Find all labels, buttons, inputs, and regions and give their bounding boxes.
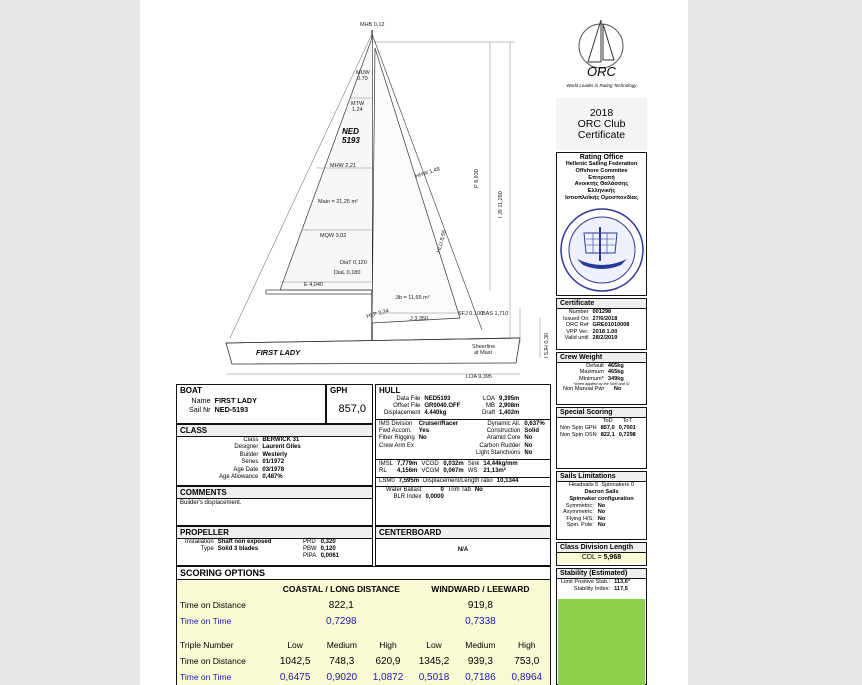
tot-row [179,613,550,629]
hlp-label: HLP 3,34 [365,308,390,320]
mhb-label: MHB 0,12 [360,22,385,28]
muw-value: 0.70 [357,76,368,82]
non-manual-value: No [613,386,622,393]
class-box [176,424,373,486]
crew-weight-table [577,363,626,382]
triple-tot-value: 0,5018 [418,671,450,683]
class-division-header: Class Division Length [557,543,646,553]
non-manual-power [557,386,646,392]
spinnaker-config-row: Spin. Pole: No [566,522,606,529]
triple-tod-label: Time on Distance [180,656,246,666]
rating-office-line: Ιστιοπλοϊκής Ομοσπονδίας [565,194,638,201]
hull-row: MB 2,908m [486,403,520,410]
stability-green-indicator [558,599,645,685]
hull-div-row: Dynamic All. 0,637% [487,421,545,427]
tot-windward: 0,7338 [465,615,496,627]
class-row: Age Date 03/1978 [233,466,285,473]
hull-div-row: Light Stanchions No [476,449,533,456]
non-manual-label: Non Manual Pwr [563,386,605,393]
crew-weight-note: *when applied by the NoR and SI [573,382,630,387]
gph-value: 857,0 [338,403,366,415]
boat-sail-row: Sail Nr NED-5193 [189,405,249,414]
sheerline-label: Sheerline [472,344,496,350]
hull-lsm-table [377,478,520,485]
centerboard-value: N/A [457,547,469,553]
certificate-row: Number 001298 [568,309,612,315]
certificate-word: Certificate [577,129,626,141]
special-scoring-row: Non Spin GPH 857,0 0,7001 [560,425,636,431]
boat-name-row: Name FIRST LADY [191,396,257,405]
certificate-row: Valid until 28/2/2019 [564,335,618,342]
triple-tot-value: 1,0872 [372,671,404,683]
class-row: Builder Westerly [239,451,288,458]
rating-office-line: Ελληνικής [587,188,616,195]
certificate-year: 2018 [589,107,614,119]
sails-limitations-box [556,471,647,540]
triple-tot-value: 0,9020 [326,671,358,683]
level-low: Low [287,640,303,650]
hull-row: Offset File GR0040.OFF [393,403,461,410]
hull-imsl-table [377,461,520,475]
loa-label: LOA 9,395 [466,374,492,380]
sfj-label: SFJ 0,100 [458,311,484,317]
comments-text: Builder's displacement. [180,500,242,506]
hull-row: Data File NED5193 [396,396,451,402]
main-area-label: Main = 21,25 m² [318,199,358,205]
side-dim-label: I 5JH 0,30 [544,332,550,358]
spinnaker-config-row: Symmetric: No [565,503,606,509]
special-scoring-box [556,407,647,469]
certificate-row: VPP Ver. 2018 1.00 [566,328,618,335]
stability-row: Stability Index: 117,5 [573,585,628,592]
propeller-type-row: Type Solid 3 blades [200,546,259,553]
spinnaker-config-row: Flying H/S: No [566,515,606,522]
hull-divider [376,419,550,420]
special-scoring-row: Non Spin OSN 822,1 0,7298 [560,432,636,438]
sails-limitations-header: Sails Limitations [557,472,646,482]
hlu-label: HLU 8,55 [436,229,448,254]
level-medium: Medium [326,640,357,650]
class-row: Series 01/1972 [241,459,285,466]
triple-tot-row [179,669,550,685]
boat-table [187,396,259,414]
triple-tod-value: 1345,2 [418,655,450,667]
class-division-box [556,542,647,566]
propeller-dim-row: PRD 0,320 [303,539,336,545]
rating-office-box [556,152,647,296]
tod-label: Time on Distance [180,600,246,610]
class-table [217,437,303,481]
dacron-sails: Dacron Sails [584,489,619,495]
hull-row: Displacement 4.440kg [384,410,447,417]
certificate-title [556,98,647,150]
hull-row: LOA 9,395m [483,396,520,402]
certificate-row: ORC Ref GRE01010008 [565,322,630,329]
triple-tod-value: 939,3 [467,655,493,667]
hull-box [375,384,551,526]
rating-office-line: Offshore Commitee [575,167,628,174]
hull-lsm-row: LSM0 7,595m Displacement/Length ratio 10,1344 [379,478,519,484]
j-label: J 3,350 [410,316,429,322]
headsails-count: Headsails 5 [569,482,599,488]
scoring-heading-row [179,581,550,597]
stability-box [556,568,647,685]
certificate-table [561,309,632,342]
rating-office-title: Rating Office [579,154,624,161]
hull-imsl-row: IMSL 7,779m VCGD 0,032m Sink 14,44kg/mm [379,461,518,467]
crew-weight-header: Crew Weight [557,353,646,363]
diat-label: DiaT 0,120 [340,260,367,266]
scoring-spacer [179,629,550,637]
triple-heading-row [179,637,550,653]
water-ballast-row: Water Ballast 0 Trim Tab No [386,487,483,493]
crew-weight-row: Maximum 465kg [579,369,624,376]
hull-division-table [377,421,460,450]
scoring-table [179,581,550,685]
level-medium: Medium [465,640,496,650]
triple-tod-value: 1042,5 [279,655,311,667]
scoring-options-box [176,566,551,685]
propeller-install-row: Installation Shaft non exposed [185,539,272,545]
muw-label: MUW [356,70,370,76]
mtw-value: 1.24 [352,107,363,113]
sail-plan-drawing [220,18,560,383]
class-row: Age Allowance 0,487% [219,474,283,481]
federation-seal-icon [559,207,645,293]
scoring-options-header: SCORING OPTIONS [177,567,550,580]
hull-ballast-table [384,487,485,501]
centerboard-box [375,526,551,566]
rating-office-line: Ανοικτής Θαλάσσης [574,181,629,188]
tot-coastal: 0,7298 [326,615,357,627]
propeller-dims-table [301,539,341,561]
level-high: High [518,640,536,650]
triple-tot-value: 0,7186 [465,671,496,683]
sail-counts [557,482,646,489]
certificate-row: Issued On 27/6/2018 [563,315,618,322]
jib-area-label: Jib = 11,65 m² [395,295,430,301]
propeller-dim-row: PBW 0,120 [303,546,336,553]
hull-div-row: Construction Solid [486,428,540,435]
hhw-label: HHW 1,48 [414,166,441,180]
level-high: High [379,640,397,650]
cdl-value: 5,968 [603,554,622,561]
crew-weight-row: Default 465kg [586,363,624,369]
triple-tot-value: 0,6475 [279,671,311,683]
spinnakers-count: Spinnakers 0 [601,482,634,488]
triple-tod-value: 753,0 [514,655,540,667]
tod-windward: 919,8 [467,599,493,611]
hull-boat-name: FIRST LADY [256,348,301,357]
triple-tod-value: 748,3 [329,655,355,667]
hull-div-row: Aramid Core No [486,435,533,442]
class-header: CLASS [177,425,372,437]
certificate-type: ORC Club [577,118,626,130]
hull-divider [376,459,550,460]
spinnaker-config-row: Asymmetric: No [563,509,606,516]
hull-div-row: IMS Division Cruiser/Racer [379,421,459,427]
cdl-label: CDL = [581,554,602,561]
gph-box [326,384,373,424]
triple-tod-row [179,653,550,669]
p-label: P 8,930 [474,169,480,188]
triple-tot-label: Time on Time [180,672,232,682]
centerboard-header: CENTERBOARD [376,527,550,539]
hull-div-row: Fiber Rigging No [379,435,427,442]
sail-id-top: NED [342,127,359,136]
tot-label: Time on Time [180,616,232,626]
special-scoring-table [558,418,638,439]
tod-coastal: 822,1 [328,599,354,611]
certificate-box [556,298,647,350]
hull-division-right-table [474,421,547,457]
triple-tod-value: 620,9 [375,655,401,667]
special-scoring-header: Special Scoring [557,408,646,418]
hull-right-table [480,396,521,418]
boat-header: BOAT [177,385,325,396]
sail-id-bottom: 5193 [342,136,360,145]
special-scoring-cols: ToD ToT [602,418,632,424]
gph-header: GPH [327,385,372,396]
spinnaker-config-title: Spinnaker configuration [569,496,634,502]
boat-box [176,384,326,424]
hull-div-row: Crew Arm Ex [379,442,415,449]
class-row: Class BERWICK 31 [243,437,300,443]
class-row: Designer Laurent Giles [234,444,301,451]
comments-box [176,486,373,526]
coastal-heading: COASTAL / LONG DISTANCE [282,584,400,594]
stability-header: Stability (Estimated) [557,569,646,579]
rating-office-lines [557,161,646,202]
mqw-label: MQW 3,02 [320,233,347,239]
orc-logo-text: ORC [587,64,616,79]
ij-label: I J9 11,280 [498,191,504,218]
windward-heading: WINDWARD / LEEWARD [431,584,530,594]
cdl-row [557,553,646,563]
comments-header: COMMENTS [177,487,372,499]
level-low: Low [426,640,442,650]
crew-weight-row: Minimum* 349kg [579,375,624,382]
propeller-table [183,539,273,553]
certificate-page [140,0,688,685]
tod-row [179,597,550,613]
mtw-label: MTW [351,101,365,107]
triple-label: Triple Number [180,640,234,650]
hull-header: HULL [376,385,550,396]
spinnaker-config-table [561,503,607,529]
hull-div-row: Carbon Rudder No [479,442,533,449]
sheerline-sub: at Mast [474,350,493,356]
dial-label: DiaL 0,180 [334,270,361,276]
hull-left-table [382,396,462,418]
rating-office-line: Hellenic Sailing Federation [565,161,638,167]
bas-label: BAS 1,710 [482,311,509,317]
propeller-box [176,526,373,566]
triple-tot-value: 0,8964 [511,671,543,683]
blr-row: BLR Index 0,0000 [393,494,444,501]
hull-imsl-row: RL 4,156m VCGM 0,067m WS 21,13m² [379,468,506,475]
hull-row: Draft 1,402m [482,410,520,417]
stability-row: Limit Positive Stab.: 113,6° [561,579,631,585]
stability-table [559,579,632,592]
hull-div-row: Fwd Accom. Yes [379,428,430,435]
propeller-dim-row: PIPA 0,0061 [303,553,340,560]
propeller-header: PROPELLER [177,527,372,539]
crew-weight-box [556,352,647,405]
e-label: E 4,040 [304,282,323,288]
orc-tagline: World Leader in Rating Technology [566,83,637,88]
orc-logo [556,12,647,98]
rating-office-line: Επιτροπή [588,174,615,181]
certificate-header: Certificate [557,299,646,309]
mhw-label: MHW 2,21 [330,163,356,169]
